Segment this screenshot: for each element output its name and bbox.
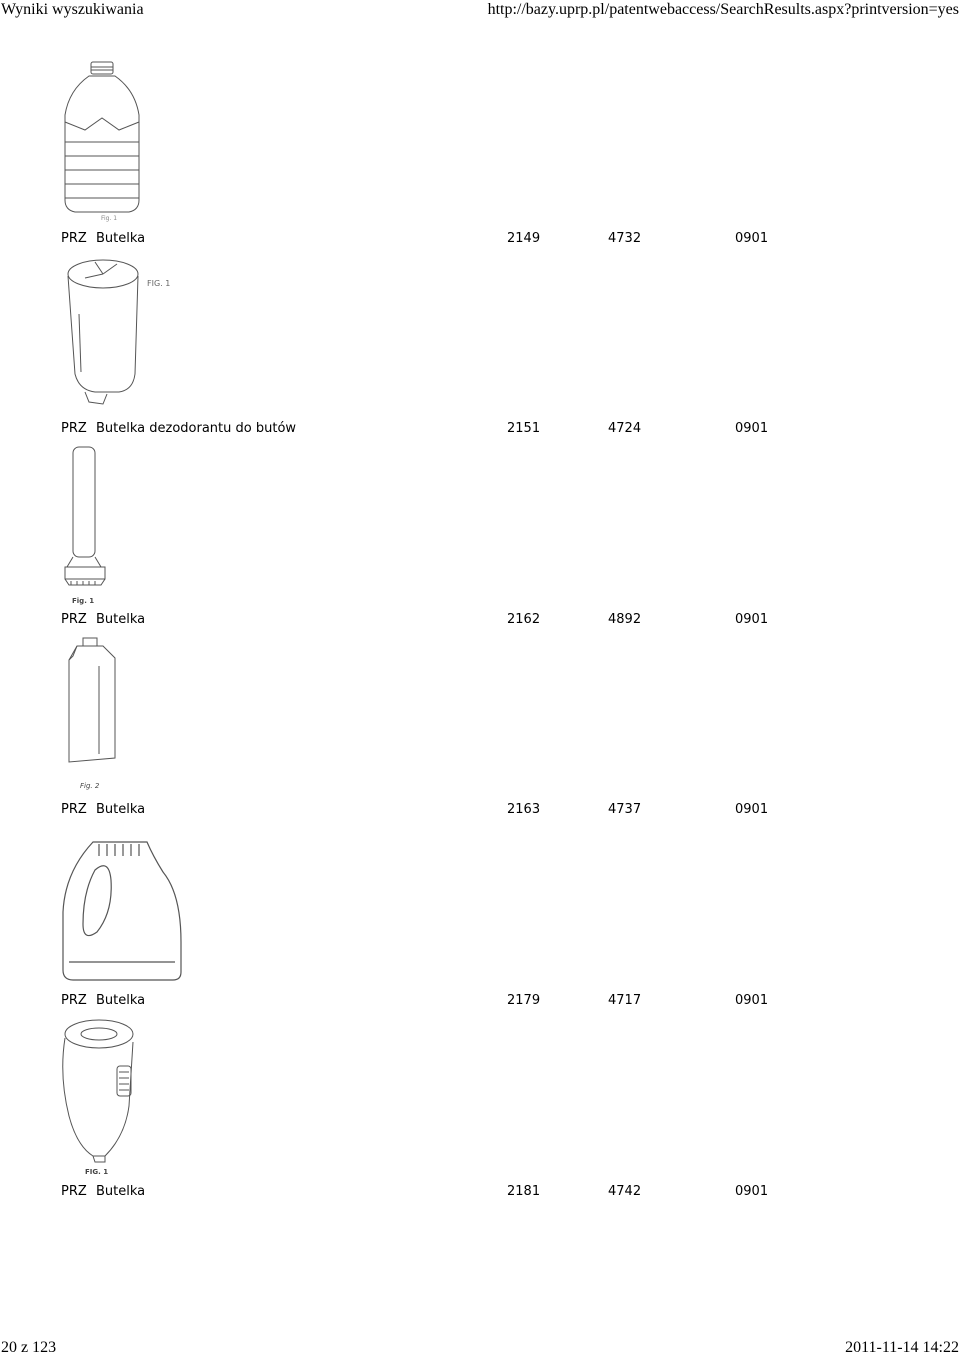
svg-text:Fig. 2: Fig. 2 <box>80 782 100 790</box>
record-number: 2149 <box>507 231 541 246</box>
svg-text:FIG. 1: FIG. 1 <box>147 279 171 288</box>
tube-bottle-drawing <box>55 445 185 607</box>
record-title[interactable]: Butelka dezodorantu do butów <box>96 421 297 436</box>
class-code: 0901 <box>735 993 769 1008</box>
record-title[interactable]: Butelka <box>96 231 146 246</box>
record-type: PRZ <box>61 993 87 1008</box>
print-timestamp: 2011-11-14 14:22 <box>845 1339 959 1356</box>
carton-bottle-drawing <box>55 636 185 794</box>
record-type: PRZ <box>61 231 87 246</box>
record-number: 2162 <box>507 612 541 627</box>
record-type: PRZ <box>61 612 87 627</box>
record-title[interactable]: Butelka <box>96 1184 146 1199</box>
record-id: 4732 <box>608 231 642 246</box>
bottle-drawing <box>55 60 185 222</box>
result-row[interactable] <box>0 801 960 819</box>
deodorant-bottle-drawing <box>55 254 185 410</box>
record-type: PRZ <box>61 802 87 817</box>
record-title[interactable]: Butelka <box>96 612 146 627</box>
handle-jug-drawing <box>55 832 185 984</box>
record-id: 4742 <box>608 1184 642 1199</box>
bottle-icon <box>55 60 185 222</box>
svg-text:FIG. 1: FIG. 1 <box>85 1168 109 1176</box>
record-id: 4737 <box>608 802 642 817</box>
record-number: 2181 <box>507 1184 541 1199</box>
class-code: 0901 <box>735 802 769 817</box>
deodorant-bottle-icon <box>55 254 185 410</box>
record-number: 2163 <box>507 802 541 817</box>
handle-jug-icon <box>55 832 185 984</box>
record-number: 2179 <box>507 993 541 1008</box>
record-type: PRZ <box>61 421 87 436</box>
result-row[interactable] <box>0 611 960 629</box>
record-type: PRZ <box>61 1184 87 1199</box>
record-number: 2151 <box>507 421 541 436</box>
tube-bottle-icon <box>55 445 185 607</box>
class-code: 0901 <box>735 1184 769 1199</box>
page-number: 20 z 123 <box>1 1339 57 1356</box>
oval-bottle-drawing <box>55 1016 185 1180</box>
record-id: 4717 <box>608 993 642 1008</box>
page-url: http://bazy.uprp.pl/patentwebaccess/SearchResults.aspx?printversion=yes <box>487 1 959 18</box>
record-title[interactable]: Butelka <box>96 993 146 1008</box>
result-row[interactable] <box>0 420 960 438</box>
class-code: 0901 <box>735 231 769 246</box>
result-row[interactable] <box>0 1183 960 1201</box>
oval-bottle-icon <box>55 1016 185 1180</box>
record-id: 4724 <box>608 421 642 436</box>
record-title[interactable]: Butelka <box>96 802 146 817</box>
result-row[interactable] <box>0 992 960 1010</box>
svg-text:Fig. 1: Fig. 1 <box>101 215 118 222</box>
page-title: Wyniki wyszukiwania <box>1 1 144 18</box>
carton-bottle-icon <box>55 636 185 794</box>
class-code: 0901 <box>735 612 769 627</box>
class-code: 0901 <box>735 421 769 436</box>
record-id: 4892 <box>608 612 642 627</box>
svg-text:Fig. 1: Fig. 1 <box>72 597 95 605</box>
result-row[interactable] <box>0 230 960 248</box>
